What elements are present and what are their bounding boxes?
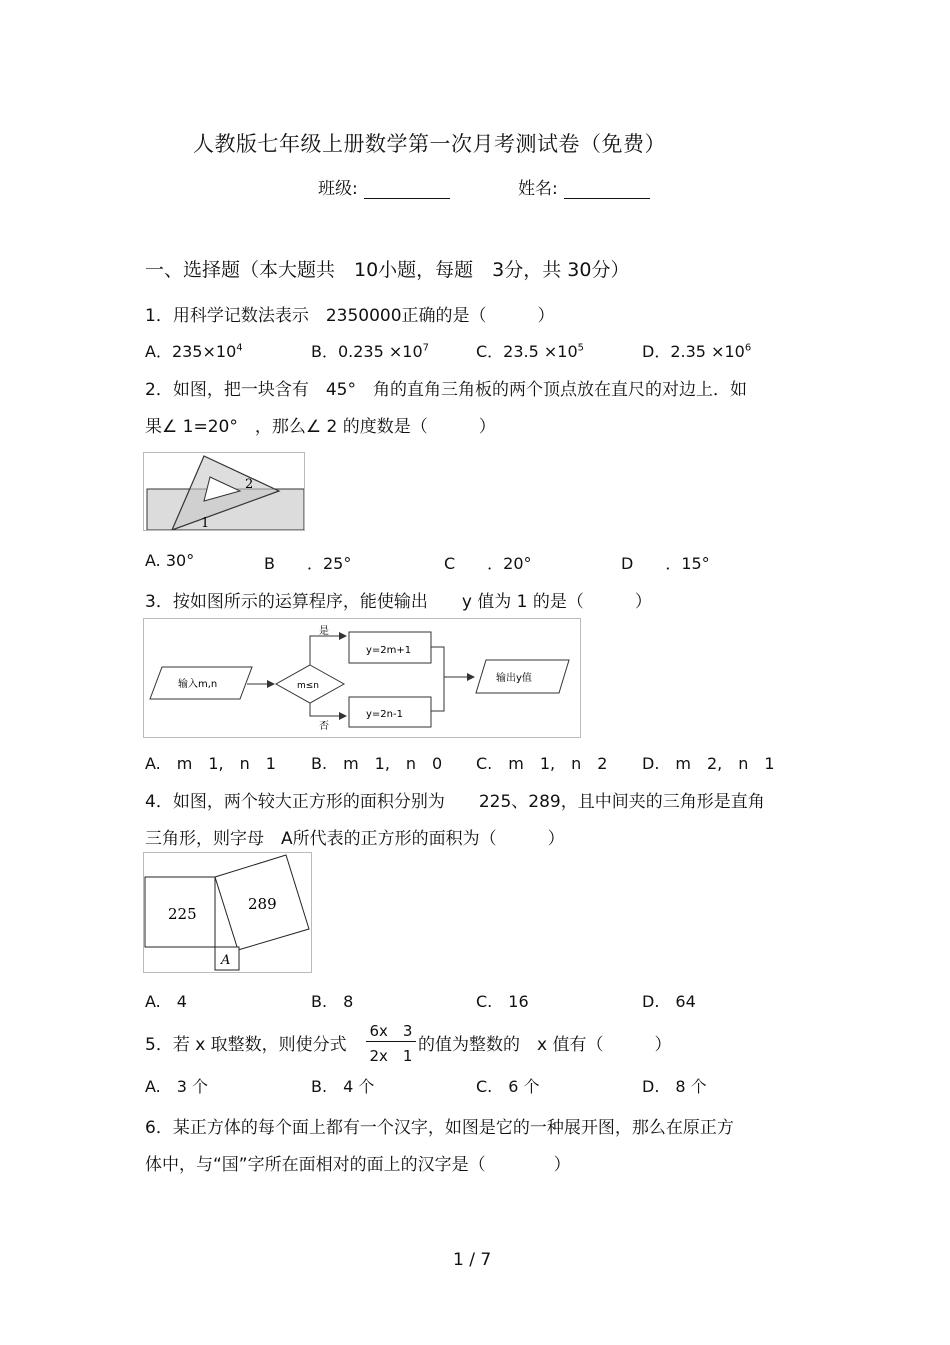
name-label: 姓名:	[518, 179, 558, 199]
q3-option-c: C. m 1, n 2	[476, 754, 608, 773]
ruler-triangle-diagram	[144, 453, 304, 530]
class-blank	[364, 180, 450, 199]
question-6-stem-line1: 6．某正方体的每个面上都有一个汉字，如图是它的一种展开图，那么在原正方	[145, 1118, 734, 1138]
square-225-label: 225	[168, 905, 197, 923]
flow-decision: m≤n	[297, 681, 320, 691]
question-6-stem-line2: 体中，与“国”字所在面相对的面上的汉字是（ ）	[145, 1155, 571, 1175]
flow-yes: 是	[319, 626, 329, 637]
page-number: 1 / 7	[453, 1250, 492, 1270]
fraction-bar	[366, 1041, 416, 1042]
flow-yes-box: y=2m+1	[366, 645, 412, 656]
question-2-stem-line1: 2．如图，把一块含有 45° 角的直角三角板的两个顶点放在直尺的对边上．如	[145, 380, 747, 400]
question-5-stem-post: 的值为整数的 x 值有（ ）	[418, 1035, 672, 1055]
q1-option-d: D．$2.35 \times 10^6$	[642, 342, 752, 361]
name-field	[518, 174, 650, 199]
question-4-stem-line1: 4．如图，两个较大正方形的面积分别为 225、289，且中间夹的三角形是直角	[145, 792, 765, 812]
squares-diagram	[144, 853, 311, 972]
question-3-stem: 3．按如图所示的运算程序，能使输出 y 值为 1 的是（ ）	[145, 592, 652, 612]
flow-output: 输出y值	[496, 673, 532, 684]
flow-no-box: y=2n-1	[366, 709, 403, 720]
name-blank	[564, 180, 650, 199]
class-field	[318, 174, 450, 199]
q4-option-c: C. 16	[476, 992, 529, 1011]
square-a-label: A	[221, 953, 231, 968]
page-title: 人教版七年级上册数学第一次月考测试卷（免费）	[193, 132, 666, 156]
q3-option-b: B. m 1, n 0	[311, 754, 443, 773]
q2-option-a: A. 30°	[145, 551, 195, 570]
question-5-stem-pre: 5．若 x 取整数，则使分式	[145, 1035, 347, 1055]
q2-option-c: C ．20°	[444, 554, 532, 573]
q4-option-a: A. 4	[145, 992, 187, 1011]
q2-figure	[143, 452, 305, 531]
flowchart-diagram	[144, 619, 580, 737]
flow-no: 否	[319, 721, 329, 732]
q5-option-c: C. 6 个	[476, 1077, 540, 1096]
question-4-stem-line2: 三角形，则字母 A所代表的正方形的面积为（ ）	[145, 829, 565, 849]
q4-option-b: B. 8	[311, 992, 354, 1011]
q4-option-d: D. 64	[642, 992, 696, 1011]
angle-1-label: 1	[201, 516, 210, 530]
q5-option-d: D. 8 个	[642, 1077, 707, 1096]
q1-option-c: C．$23.5 \times 10^5$	[476, 342, 585, 361]
square-289-label: 289	[248, 895, 277, 913]
q1-option-b: B．$0.235 \times 10^7$	[311, 342, 430, 361]
q2-option-d: D ．15°	[621, 554, 710, 573]
q3-option-a: A. m 1, n 1	[145, 754, 276, 773]
q5-option-b: B. 4 个	[311, 1077, 375, 1096]
question-1-stem: 1．用科学记数法表示 2350000正确的是（ ）	[145, 306, 555, 326]
class-label: 班级:	[318, 179, 358, 199]
fraction-numerator: 6x 3	[369, 1022, 413, 1040]
angle-2-label: 2	[245, 477, 254, 492]
q5-option-a: A. 3 个	[145, 1077, 209, 1096]
fraction-denominator: 2x 1	[369, 1047, 413, 1065]
q2-option-b: B ．25°	[264, 554, 352, 573]
flow-input: 输入m,n	[178, 679, 218, 690]
section-heading: 一、选择题（本大题共 10小题，每题 3分，共 30分）	[145, 259, 630, 281]
q1-option-a: A．$235\times 10^4$	[145, 342, 243, 361]
q3-flowchart	[143, 618, 581, 738]
q3-option-d: D. m 2, n 1	[642, 754, 775, 773]
question-2-stem-line2: 果∠ 1=20° ，那么∠ 2 的度数是（ ）	[145, 417, 496, 437]
q4-figure	[143, 852, 312, 973]
